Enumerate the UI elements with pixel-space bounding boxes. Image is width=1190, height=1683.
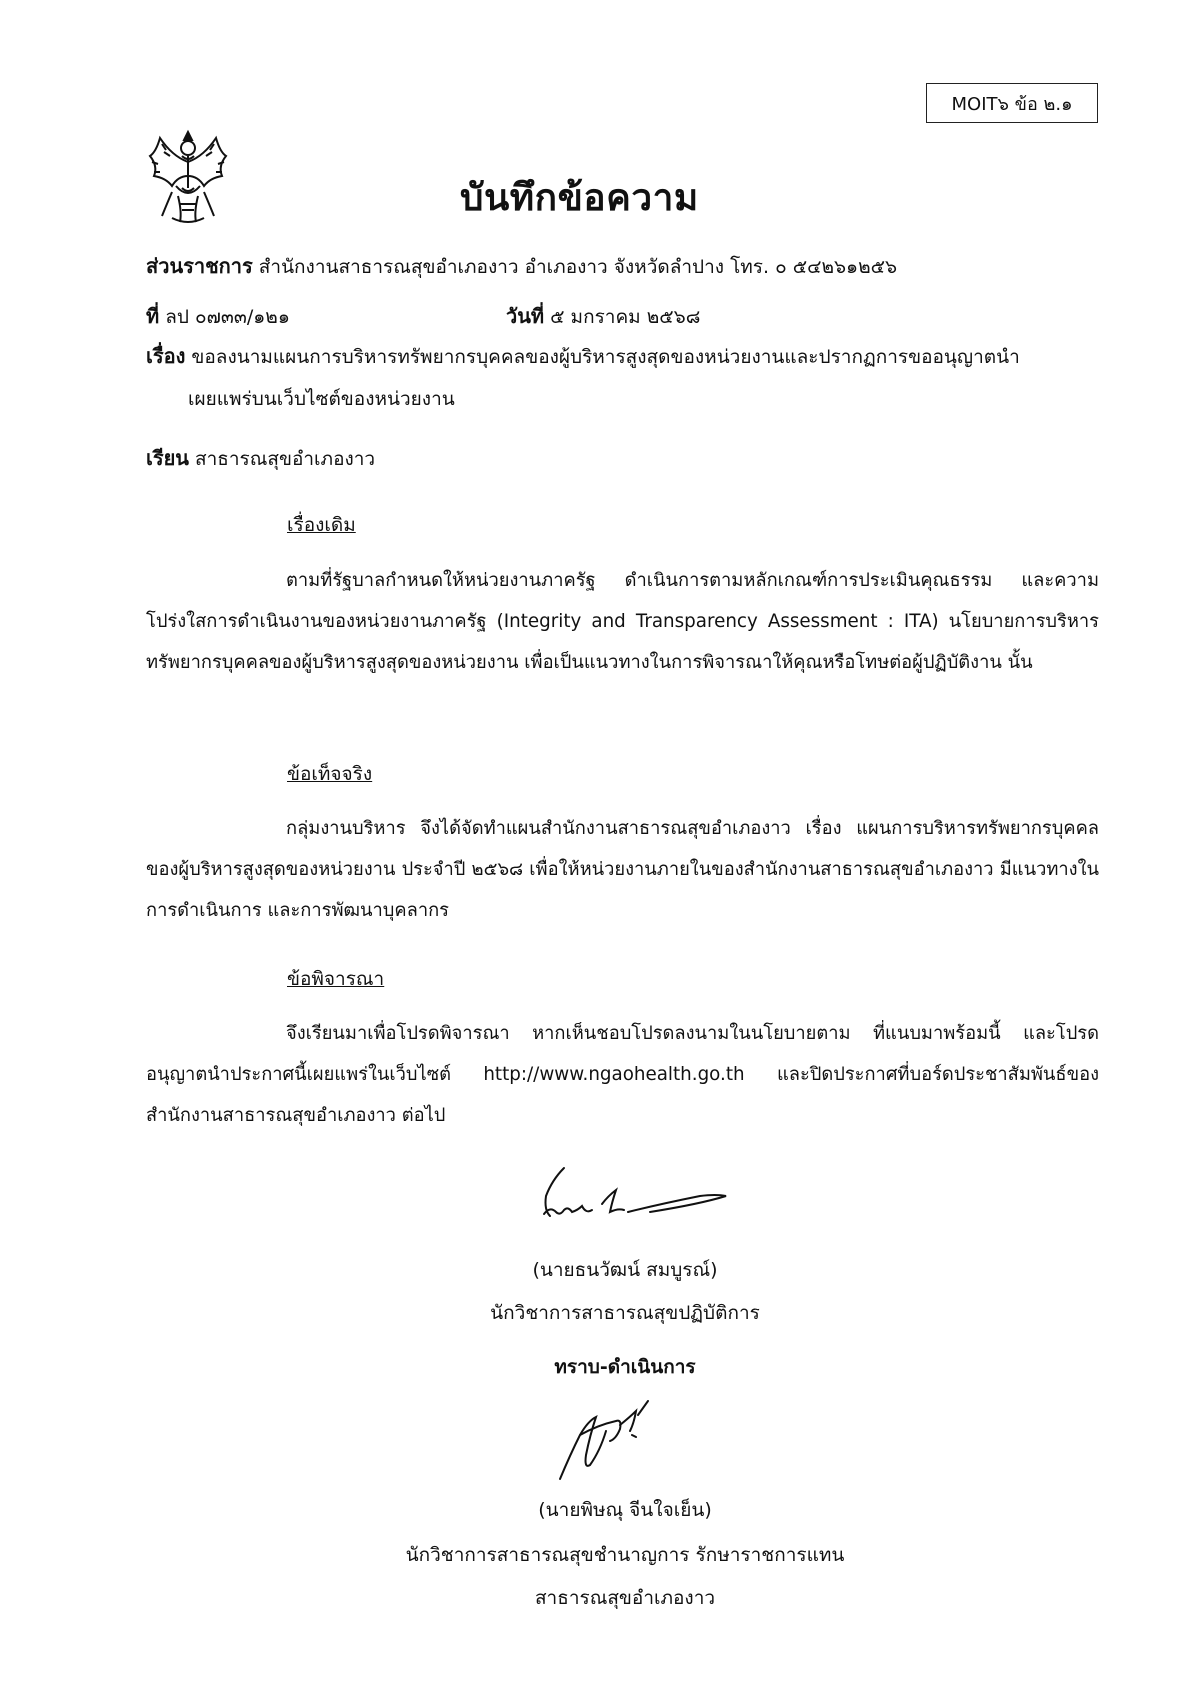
signer-1-name: (นายธนวัฒน์ สมบูรณ์) bbox=[532, 1259, 718, 1281]
section-heading-facts: ข้อเท็จจริง bbox=[287, 763, 373, 785]
department-row bbox=[146, 250, 897, 282]
date-row bbox=[506, 300, 700, 332]
signer-2-name: (นายพิษณุ จีนใจเย็น) bbox=[538, 1499, 712, 1521]
garuda-emblem-icon bbox=[142, 126, 234, 226]
subject-row bbox=[146, 340, 1020, 372]
number-label: ที่ bbox=[146, 304, 160, 328]
signer-2-position-2: สาธารณสุขอำเภองาว bbox=[534, 1587, 716, 1609]
section-heading-consideration: ข้อพิจารณา bbox=[287, 968, 385, 990]
recipient-value: สาธารณสุขอำเภองาว bbox=[195, 448, 376, 470]
subject-label: เรื่อง bbox=[146, 344, 186, 368]
date-label: วันที่ bbox=[506, 304, 545, 328]
section-heading-background: เรื่องเดิม bbox=[287, 514, 356, 536]
section-body-facts: กลุ่มงานบริหาร จึงได้จัดทำแผนสำนักงานสาธารณสุขอำเภองาว เรื่อง แผนการบริหารทรัพยากรบุคคลของผู้บริหารสูงสุดของหน่วยงาน ประจำปี ๒๕๖๘ เพื่อให้หน่วยงานภายในของสำนักงานสาธารณสุขอำเภองาว มีแนวทางในการดำเนินการ และการพัฒนาบุคลากร bbox=[146, 818, 1099, 921]
acknowledge-note: ทราบ-ดำเนินการ bbox=[554, 1356, 696, 1378]
subject-line-1: ขอลงนามแผนการบริหารทรัพยากรบุคคลของผู้บริหารสูงสุดของหน่วยงานและปรากฏการขออนุญาตนำ bbox=[191, 346, 1020, 368]
recipient-row bbox=[146, 442, 375, 474]
signer-2-position: นักวิชาการสาธารณสุขชำนาญการ รักษาราชการแทน bbox=[405, 1544, 845, 1566]
reference-code-box bbox=[926, 83, 1098, 123]
department-value: สำนักงานสาธารณสุขอำเภองาว อำเภองาว จังหวัดลำปาง โทร. ๐ ๕๔๒๖๑๒๕๖ bbox=[258, 256, 898, 278]
number-row bbox=[146, 300, 290, 332]
number-value: ลป ๐๗๓๓/๑๒๑ bbox=[165, 306, 290, 328]
subject-line-2: เผยแพร่บนเว็บไซต์ของหน่วยงาน bbox=[188, 388, 455, 410]
document-title: บันทึกข้อความ bbox=[460, 176, 699, 219]
department-label: ส่วนราชการ bbox=[146, 254, 253, 278]
reference-code: MOIT๖ ข้อ ๒.๑ bbox=[951, 93, 1073, 115]
recipient-label: เรียน bbox=[146, 446, 189, 470]
section-body-background: ตามที่รัฐบาลกำหนดให้หน่วยงานภาครัฐ ดำเนินการตามหลักเกณฑ์การประเมินคุณธรรม และความโปร่งใสการดำเนินงานของหน่วยงานภาครัฐ (Integrity and Transparency Assessment : ITA) นโยบายการบริหารทรัพยากรบุคคลของผู้บริหารสูงสุดของหน่วยงาน เพื่อเป็นแนวทางในการพิจารณาให้คุณหรือโทษต่อผู้ปฏิบัติงาน นั้น bbox=[146, 570, 1099, 673]
signature-1 bbox=[530, 1160, 730, 1230]
section-body-consideration: จึงเรียนมาเพื่อโปรดพิจารณา หากเห็นชอบโปรดลงนามในนโยบายตาม ที่แนบมาพร้อมนี้ และโปรดอนุญาตนำประกาศนี้เผยแพร่ในเว็บไซต์ http://www.ngaohealth.go.th และปิดประกาศที่บอร์ดประชาสัมพันธ์ของสำนักงานสาธารณสุขอำเภองาว ต่อไป bbox=[146, 1023, 1099, 1126]
signer-1-position: นักวิชาการสาธารณสุขปฏิบัติการ bbox=[490, 1302, 760, 1324]
date-value: ๕ มกราคม ๒๕๖๘ bbox=[550, 306, 701, 328]
signature-2 bbox=[550, 1395, 660, 1485]
